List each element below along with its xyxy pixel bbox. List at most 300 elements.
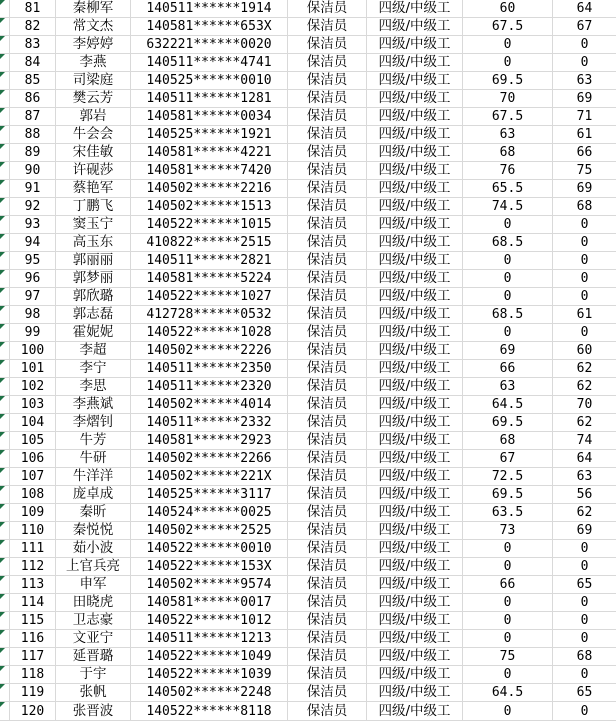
- cell-score-1[interactable]: 74.5: [463, 198, 553, 216]
- cell-id-number[interactable]: 410822******2515: [131, 234, 288, 252]
- cell-job-title[interactable]: 保洁员: [288, 18, 367, 36]
- cell-skill-level[interactable]: 四级/中级工: [367, 504, 463, 522]
- cell-score-2[interactable]: 65: [553, 576, 616, 594]
- cell-score-2[interactable]: 0: [553, 666, 616, 684]
- error-flag-cell[interactable]: [0, 288, 10, 306]
- cell-id-number[interactable]: 140522******1027: [131, 288, 288, 306]
- cell-skill-level[interactable]: 四级/中级工: [367, 396, 463, 414]
- cell-score-1[interactable]: 67.5: [463, 18, 553, 36]
- cell-name[interactable]: 秦柳军: [56, 0, 131, 18]
- cell-score-1[interactable]: 0: [463, 666, 553, 684]
- cell-row-number[interactable]: 116: [10, 630, 56, 648]
- cell-name[interactable]: 丁鹏飞: [56, 198, 131, 216]
- cell-skill-level[interactable]: 四级/中级工: [367, 594, 463, 612]
- error-flag-cell[interactable]: [0, 558, 10, 576]
- cell-score-1[interactable]: 76: [463, 162, 553, 180]
- cell-id-number[interactable]: 140581******653X: [131, 18, 288, 36]
- cell-row-number[interactable]: 117: [10, 648, 56, 666]
- cell-job-title[interactable]: 保洁员: [288, 324, 367, 342]
- cell-row-number[interactable]: 100: [10, 342, 56, 360]
- cell-job-title[interactable]: 保洁员: [288, 180, 367, 198]
- cell-name[interactable]: 郭欣璐: [56, 288, 131, 306]
- cell-id-number[interactable]: 140502******1513: [131, 198, 288, 216]
- cell-name[interactable]: 申军: [56, 576, 131, 594]
- cell-id-number[interactable]: 140522******8118: [131, 702, 288, 721]
- cell-row-number[interactable]: 88: [10, 126, 56, 144]
- cell-score-1[interactable]: 0: [463, 540, 553, 558]
- error-flag-cell[interactable]: [0, 108, 10, 126]
- cell-score-1[interactable]: 0: [463, 612, 553, 630]
- cell-score-1[interactable]: 0: [463, 558, 553, 576]
- cell-score-2[interactable]: 0: [553, 630, 616, 648]
- cell-score-2[interactable]: 71: [553, 108, 616, 126]
- cell-skill-level[interactable]: 四级/中级工: [367, 666, 463, 684]
- cell-score-1[interactable]: 0: [463, 216, 553, 234]
- error-flag-cell[interactable]: [0, 36, 10, 54]
- cell-id-number[interactable]: 140502******221X: [131, 468, 288, 486]
- cell-skill-level[interactable]: 四级/中级工: [367, 576, 463, 594]
- error-flag-cell[interactable]: [0, 414, 10, 432]
- cell-job-title[interactable]: 保洁员: [288, 540, 367, 558]
- cell-name[interactable]: 秦悦悦: [56, 522, 131, 540]
- error-flag-cell[interactable]: [0, 306, 10, 324]
- cell-id-number[interactable]: 140581******0017: [131, 594, 288, 612]
- cell-name[interactable]: 李宁: [56, 360, 131, 378]
- error-flag-cell[interactable]: [0, 342, 10, 360]
- cell-row-number[interactable]: 83: [10, 36, 56, 54]
- cell-id-number[interactable]: 140522******153X: [131, 558, 288, 576]
- cell-job-title[interactable]: 保洁员: [288, 144, 367, 162]
- cell-score-1[interactable]: 65.5: [463, 180, 553, 198]
- cell-score-2[interactable]: 0: [553, 594, 616, 612]
- cell-job-title[interactable]: 保洁员: [288, 522, 367, 540]
- cell-score-2[interactable]: 0: [553, 558, 616, 576]
- cell-id-number[interactable]: 140522******1015: [131, 216, 288, 234]
- cell-skill-level[interactable]: 四级/中级工: [367, 108, 463, 126]
- cell-id-number[interactable]: 140511******1213: [131, 630, 288, 648]
- cell-job-title[interactable]: 保洁员: [288, 306, 367, 324]
- cell-name[interactable]: 上官兵亮: [56, 558, 131, 576]
- cell-name[interactable]: 李熠钊: [56, 414, 131, 432]
- cell-name[interactable]: 李思: [56, 378, 131, 396]
- cell-job-title[interactable]: 保洁员: [288, 90, 367, 108]
- cell-job-title[interactable]: 保洁员: [288, 414, 367, 432]
- cell-name[interactable]: 霍妮妮: [56, 324, 131, 342]
- cell-skill-level[interactable]: 四级/中级工: [367, 522, 463, 540]
- error-flag-cell[interactable]: [0, 162, 10, 180]
- cell-skill-level[interactable]: 四级/中级工: [367, 18, 463, 36]
- cell-score-2[interactable]: 0: [553, 324, 616, 342]
- cell-id-number[interactable]: 140502******4014: [131, 396, 288, 414]
- cell-skill-level[interactable]: 四级/中级工: [367, 126, 463, 144]
- error-flag-cell[interactable]: [0, 270, 10, 288]
- cell-skill-level[interactable]: 四级/中级工: [367, 540, 463, 558]
- cell-score-1[interactable]: 68: [463, 144, 553, 162]
- cell-skill-level[interactable]: 四级/中级工: [367, 54, 463, 72]
- cell-score-2[interactable]: 74: [553, 432, 616, 450]
- cell-score-2[interactable]: 62: [553, 360, 616, 378]
- error-flag-cell[interactable]: [0, 540, 10, 558]
- cell-score-2[interactable]: 63: [553, 72, 616, 90]
- cell-name[interactable]: 李燕: [56, 54, 131, 72]
- cell-id-number[interactable]: 140511******1914: [131, 0, 288, 18]
- cell-score-2[interactable]: 63: [553, 468, 616, 486]
- cell-id-number[interactable]: 140581******5224: [131, 270, 288, 288]
- cell-job-title[interactable]: 保洁员: [288, 702, 367, 721]
- cell-name[interactable]: 庞卓成: [56, 486, 131, 504]
- cell-row-number[interactable]: 108: [10, 486, 56, 504]
- cell-id-number[interactable]: 140581******7420: [131, 162, 288, 180]
- error-flag-cell[interactable]: [0, 468, 10, 486]
- cell-score-1[interactable]: 0: [463, 36, 553, 54]
- cell-score-2[interactable]: 64: [553, 450, 616, 468]
- cell-skill-level[interactable]: 四级/中级工: [367, 252, 463, 270]
- cell-row-number[interactable]: 110: [10, 522, 56, 540]
- cell-name[interactable]: 牛会会: [56, 126, 131, 144]
- cell-skill-level[interactable]: 四级/中级工: [367, 702, 463, 721]
- cell-job-title[interactable]: 保洁员: [288, 36, 367, 54]
- cell-score-2[interactable]: 75: [553, 162, 616, 180]
- cell-job-title[interactable]: 保洁员: [288, 0, 367, 18]
- cell-score-1[interactable]: 68: [463, 432, 553, 450]
- cell-row-number[interactable]: 119: [10, 684, 56, 702]
- cell-job-title[interactable]: 保洁员: [288, 558, 367, 576]
- cell-id-number[interactable]: 140581******0034: [131, 108, 288, 126]
- cell-score-2[interactable]: 62: [553, 414, 616, 432]
- cell-skill-level[interactable]: 四级/中级工: [367, 468, 463, 486]
- cell-id-number[interactable]: 140511******2320: [131, 378, 288, 396]
- cell-job-title[interactable]: 保洁员: [288, 648, 367, 666]
- cell-score-2[interactable]: 61: [553, 306, 616, 324]
- cell-skill-level[interactable]: 四级/中级工: [367, 72, 463, 90]
- cell-job-title[interactable]: 保洁员: [288, 54, 367, 72]
- cell-row-number[interactable]: 106: [10, 450, 56, 468]
- cell-job-title[interactable]: 保洁员: [288, 684, 367, 702]
- cell-job-title[interactable]: 保洁员: [288, 72, 367, 90]
- cell-name[interactable]: 李燕斌: [56, 396, 131, 414]
- cell-score-2[interactable]: 69: [553, 522, 616, 540]
- cell-job-title[interactable]: 保洁员: [288, 594, 367, 612]
- cell-name[interactable]: 许砚莎: [56, 162, 131, 180]
- cell-row-number[interactable]: 113: [10, 576, 56, 594]
- cell-score-1[interactable]: 75: [463, 648, 553, 666]
- error-flag-cell[interactable]: [0, 504, 10, 522]
- cell-score-1[interactable]: 68.5: [463, 306, 553, 324]
- cell-score-1[interactable]: 0: [463, 54, 553, 72]
- cell-score-2[interactable]: 68: [553, 648, 616, 666]
- cell-name[interactable]: 蔡艳军: [56, 180, 131, 198]
- cell-row-number[interactable]: 89: [10, 144, 56, 162]
- cell-row-number[interactable]: 115: [10, 612, 56, 630]
- cell-score-1[interactable]: 69.5: [463, 72, 553, 90]
- cell-job-title[interactable]: 保洁员: [288, 630, 367, 648]
- cell-id-number[interactable]: 140581******2923: [131, 432, 288, 450]
- cell-row-number[interactable]: 112: [10, 558, 56, 576]
- cell-row-number[interactable]: 95: [10, 252, 56, 270]
- cell-job-title[interactable]: 保洁员: [288, 288, 367, 306]
- cell-id-number[interactable]: 140511******2350: [131, 360, 288, 378]
- cell-id-number[interactable]: 140511******4741: [131, 54, 288, 72]
- cell-name[interactable]: 窦玉宁: [56, 216, 131, 234]
- cell-name[interactable]: 郭梦丽: [56, 270, 131, 288]
- cell-id-number[interactable]: 140511******1281: [131, 90, 288, 108]
- cell-skill-level[interactable]: 四级/中级工: [367, 90, 463, 108]
- cell-job-title[interactable]: 保洁员: [288, 396, 367, 414]
- cell-skill-level[interactable]: 四级/中级工: [367, 432, 463, 450]
- error-flag-cell[interactable]: [0, 378, 10, 396]
- cell-id-number[interactable]: 140502******9574: [131, 576, 288, 594]
- cell-row-number[interactable]: 107: [10, 468, 56, 486]
- cell-row-number[interactable]: 118: [10, 666, 56, 684]
- error-flag-cell[interactable]: [0, 522, 10, 540]
- cell-row-number[interactable]: 105: [10, 432, 56, 450]
- cell-score-2[interactable]: 68: [553, 198, 616, 216]
- cell-skill-level[interactable]: 四级/中级工: [367, 450, 463, 468]
- cell-score-1[interactable]: 0: [463, 270, 553, 288]
- cell-name[interactable]: 司梁庭: [56, 72, 131, 90]
- cell-row-number[interactable]: 103: [10, 396, 56, 414]
- cell-name[interactable]: 牛洋洋: [56, 468, 131, 486]
- cell-id-number[interactable]: 140502******2216: [131, 180, 288, 198]
- cell-skill-level[interactable]: 四级/中级工: [367, 288, 463, 306]
- cell-job-title[interactable]: 保洁员: [288, 342, 367, 360]
- cell-job-title[interactable]: 保洁员: [288, 108, 367, 126]
- cell-name[interactable]: 牛研: [56, 450, 131, 468]
- cell-score-2[interactable]: 56: [553, 486, 616, 504]
- cell-score-2[interactable]: 66: [553, 144, 616, 162]
- cell-id-number[interactable]: 140522******1012: [131, 612, 288, 630]
- cell-job-title[interactable]: 保洁员: [288, 504, 367, 522]
- error-flag-cell[interactable]: [0, 684, 10, 702]
- cell-row-number[interactable]: 84: [10, 54, 56, 72]
- cell-row-number[interactable]: 82: [10, 18, 56, 36]
- cell-skill-level[interactable]: 四级/中级工: [367, 0, 463, 18]
- cell-id-number[interactable]: 140502******2226: [131, 342, 288, 360]
- cell-skill-level[interactable]: 四级/中级工: [367, 486, 463, 504]
- cell-id-number[interactable]: 412728******0532: [131, 306, 288, 324]
- cell-score-2[interactable]: 60: [553, 342, 616, 360]
- error-flag-cell[interactable]: [0, 450, 10, 468]
- cell-name[interactable]: 宋佳敏: [56, 144, 131, 162]
- cell-name[interactable]: 高玉东: [56, 234, 131, 252]
- cell-score-2[interactable]: 0: [553, 288, 616, 306]
- cell-row-number[interactable]: 81: [10, 0, 56, 18]
- cell-skill-level[interactable]: 四级/中级工: [367, 558, 463, 576]
- error-flag-cell[interactable]: [0, 234, 10, 252]
- cell-job-title[interactable]: 保洁员: [288, 360, 367, 378]
- error-flag-cell[interactable]: [0, 324, 10, 342]
- cell-row-number[interactable]: 109: [10, 504, 56, 522]
- error-flag-cell[interactable]: [0, 666, 10, 684]
- cell-skill-level[interactable]: 四级/中级工: [367, 342, 463, 360]
- cell-score-2[interactable]: 0: [553, 612, 616, 630]
- error-flag-cell[interactable]: [0, 90, 10, 108]
- cell-job-title[interactable]: 保洁员: [288, 468, 367, 486]
- cell-job-title[interactable]: 保洁员: [288, 162, 367, 180]
- cell-row-number[interactable]: 99: [10, 324, 56, 342]
- cell-job-title[interactable]: 保洁员: [288, 378, 367, 396]
- cell-job-title[interactable]: 保洁员: [288, 486, 367, 504]
- cell-name[interactable]: 茹小波: [56, 540, 131, 558]
- cell-score-1[interactable]: 66: [463, 360, 553, 378]
- cell-score-2[interactable]: 67: [553, 18, 616, 36]
- error-flag-cell[interactable]: [0, 18, 10, 36]
- cell-name[interactable]: 李婷婷: [56, 36, 131, 54]
- cell-score-1[interactable]: 63.5: [463, 504, 553, 522]
- cell-name[interactable]: 延晋璐: [56, 648, 131, 666]
- cell-id-number[interactable]: 140525******0010: [131, 72, 288, 90]
- cell-score-1[interactable]: 64.5: [463, 396, 553, 414]
- cell-score-2[interactable]: 64: [553, 0, 616, 18]
- error-flag-cell[interactable]: [0, 648, 10, 666]
- cell-score-1[interactable]: 0: [463, 252, 553, 270]
- cell-row-number[interactable]: 92: [10, 198, 56, 216]
- cell-score-1[interactable]: 70: [463, 90, 553, 108]
- cell-skill-level[interactable]: 四级/中级工: [367, 360, 463, 378]
- error-flag-cell[interactable]: [0, 198, 10, 216]
- cell-score-1[interactable]: 64.5: [463, 684, 553, 702]
- cell-score-1[interactable]: 0: [463, 594, 553, 612]
- cell-skill-level[interactable]: 四级/中级工: [367, 234, 463, 252]
- cell-row-number[interactable]: 91: [10, 180, 56, 198]
- cell-job-title[interactable]: 保洁员: [288, 270, 367, 288]
- cell-skill-level[interactable]: 四级/中级工: [367, 180, 463, 198]
- cell-job-title[interactable]: 保洁员: [288, 432, 367, 450]
- cell-score-1[interactable]: 67: [463, 450, 553, 468]
- cell-row-number[interactable]: 86: [10, 90, 56, 108]
- error-flag-cell[interactable]: [0, 360, 10, 378]
- cell-score-2[interactable]: 0: [553, 234, 616, 252]
- cell-row-number[interactable]: 85: [10, 72, 56, 90]
- cell-skill-level[interactable]: 四级/中级工: [367, 414, 463, 432]
- cell-score-2[interactable]: 0: [553, 270, 616, 288]
- cell-score-2[interactable]: 61: [553, 126, 616, 144]
- error-flag-cell[interactable]: [0, 0, 10, 18]
- error-flag-cell[interactable]: [0, 180, 10, 198]
- cell-row-number[interactable]: 97: [10, 288, 56, 306]
- cell-skill-level[interactable]: 四级/中级工: [367, 612, 463, 630]
- cell-id-number[interactable]: 140502******2525: [131, 522, 288, 540]
- cell-score-2[interactable]: 0: [553, 540, 616, 558]
- cell-score-2[interactable]: 62: [553, 378, 616, 396]
- cell-row-number[interactable]: 102: [10, 378, 56, 396]
- cell-score-1[interactable]: 73: [463, 522, 553, 540]
- cell-id-number[interactable]: 140522******0010: [131, 540, 288, 558]
- cell-id-number[interactable]: 632221******0020: [131, 36, 288, 54]
- cell-job-title[interactable]: 保洁员: [288, 612, 367, 630]
- cell-skill-level[interactable]: 四级/中级工: [367, 162, 463, 180]
- error-flag-cell[interactable]: [0, 594, 10, 612]
- cell-score-1[interactable]: 69: [463, 342, 553, 360]
- cell-score-2[interactable]: 0: [553, 252, 616, 270]
- cell-job-title[interactable]: 保洁员: [288, 252, 367, 270]
- cell-name[interactable]: 樊云芳: [56, 90, 131, 108]
- cell-score-1[interactable]: 66: [463, 576, 553, 594]
- cell-name[interactable]: 郭岩: [56, 108, 131, 126]
- cell-row-number[interactable]: 98: [10, 306, 56, 324]
- cell-name[interactable]: 于宇: [56, 666, 131, 684]
- cell-id-number[interactable]: 140502******2248: [131, 684, 288, 702]
- error-flag-cell[interactable]: [0, 612, 10, 630]
- cell-row-number[interactable]: 101: [10, 360, 56, 378]
- cell-row-number[interactable]: 111: [10, 540, 56, 558]
- cell-job-title[interactable]: 保洁员: [288, 234, 367, 252]
- cell-name[interactable]: 牛芳: [56, 432, 131, 450]
- cell-row-number[interactable]: 104: [10, 414, 56, 432]
- cell-name[interactable]: 张帆: [56, 684, 131, 702]
- cell-job-title[interactable]: 保洁员: [288, 126, 367, 144]
- cell-score-2[interactable]: 0: [553, 216, 616, 234]
- error-flag-cell[interactable]: [0, 486, 10, 504]
- cell-score-1[interactable]: 0: [463, 630, 553, 648]
- error-flag-cell[interactable]: [0, 126, 10, 144]
- cell-id-number[interactable]: 140502******2266: [131, 450, 288, 468]
- cell-skill-level[interactable]: 四级/中级工: [367, 306, 463, 324]
- cell-score-1[interactable]: 72.5: [463, 468, 553, 486]
- error-flag-cell[interactable]: [0, 396, 10, 414]
- cell-skill-level[interactable]: 四级/中级工: [367, 270, 463, 288]
- cell-name[interactable]: 卫志豪: [56, 612, 131, 630]
- cell-job-title[interactable]: 保洁员: [288, 576, 367, 594]
- cell-id-number[interactable]: 140522******1039: [131, 666, 288, 684]
- error-flag-cell[interactable]: [0, 216, 10, 234]
- cell-name[interactable]: 张晋波: [56, 702, 131, 721]
- cell-name[interactable]: 郭志磊: [56, 306, 131, 324]
- cell-job-title[interactable]: 保洁员: [288, 450, 367, 468]
- cell-job-title[interactable]: 保洁员: [288, 666, 367, 684]
- cell-name[interactable]: 常文杰: [56, 18, 131, 36]
- error-flag-cell[interactable]: [0, 72, 10, 90]
- cell-name[interactable]: 郭丽丽: [56, 252, 131, 270]
- cell-skill-level[interactable]: 四级/中级工: [367, 630, 463, 648]
- cell-id-number[interactable]: 140511******2821: [131, 252, 288, 270]
- cell-job-title[interactable]: 保洁员: [288, 198, 367, 216]
- cell-score-1[interactable]: 0: [463, 702, 553, 721]
- error-flag-cell[interactable]: [0, 144, 10, 162]
- error-flag-cell[interactable]: [0, 630, 10, 648]
- cell-skill-level[interactable]: 四级/中级工: [367, 216, 463, 234]
- cell-id-number[interactable]: 140522******1028: [131, 324, 288, 342]
- cell-id-number[interactable]: 140525******3117: [131, 486, 288, 504]
- cell-score-1[interactable]: 69.5: [463, 486, 553, 504]
- cell-skill-level[interactable]: 四级/中级工: [367, 378, 463, 396]
- cell-skill-level[interactable]: 四级/中级工: [367, 324, 463, 342]
- cell-score-2[interactable]: 0: [553, 36, 616, 54]
- cell-score-2[interactable]: 62: [553, 504, 616, 522]
- error-flag-cell[interactable]: [0, 576, 10, 594]
- cell-score-2[interactable]: 70: [553, 396, 616, 414]
- cell-row-number[interactable]: 96: [10, 270, 56, 288]
- cell-row-number[interactable]: 120: [10, 702, 56, 721]
- cell-name[interactable]: 田晓虎: [56, 594, 131, 612]
- error-flag-cell[interactable]: [0, 252, 10, 270]
- cell-score-2[interactable]: 69: [553, 180, 616, 198]
- error-flag-cell[interactable]: [0, 432, 10, 450]
- cell-score-1[interactable]: 67.5: [463, 108, 553, 126]
- cell-id-number[interactable]: 140525******1921: [131, 126, 288, 144]
- cell-score-1[interactable]: 0: [463, 324, 553, 342]
- cell-skill-level[interactable]: 四级/中级工: [367, 144, 463, 162]
- cell-id-number[interactable]: 140524******0025: [131, 504, 288, 522]
- cell-score-1[interactable]: 0: [463, 288, 553, 306]
- cell-score-2[interactable]: 0: [553, 702, 616, 721]
- cell-skill-level[interactable]: 四级/中级工: [367, 198, 463, 216]
- cell-row-number[interactable]: 87: [10, 108, 56, 126]
- cell-name[interactable]: 李超: [56, 342, 131, 360]
- cell-score-1[interactable]: 60: [463, 0, 553, 18]
- cell-score-1[interactable]: 68.5: [463, 234, 553, 252]
- cell-id-number[interactable]: 140511******2332: [131, 414, 288, 432]
